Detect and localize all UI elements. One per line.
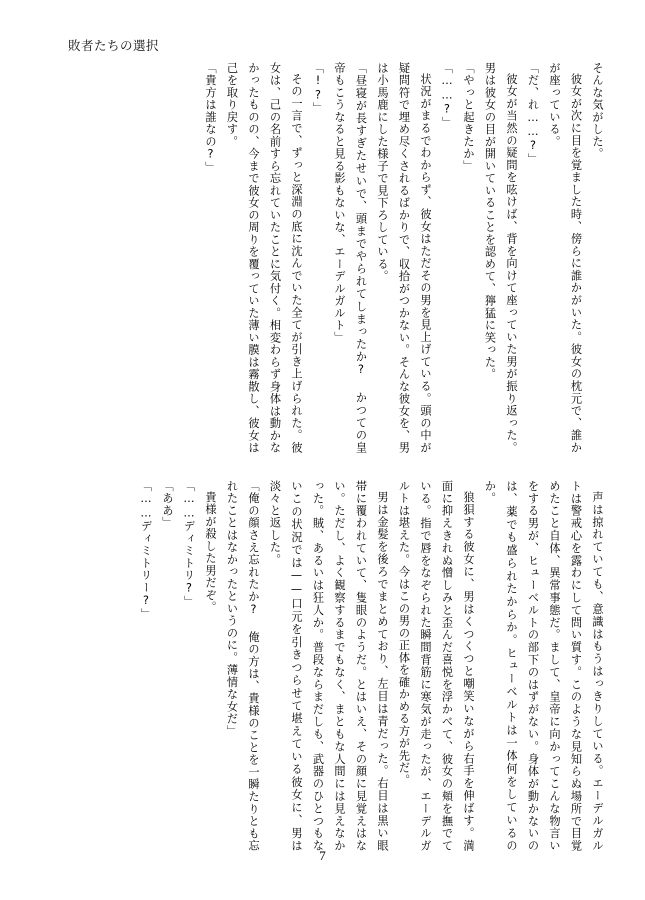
paragraph: 声は掠れていても、意識はもうはっきりしている。エーデルガルトは警戒心を露わにして問い質す。このような見知らぬ場所で目覚めたこと自体、異常事態だ。まして、皇帝に向かってこんな物言いをする男が、ヒューベルトの部下のはずがない。身体が動かないのは、薬でも盛られたからか。ヒューベルトは一体何をしているのか。: [483, 480, 604, 852]
paragraph: 状況がまるでわからず、彼女はただその男を見上げている。頭の中が疑問符で埋め尽くされるばかりで、収拾がつかない。そんな彼女を、男は小馬鹿にした様子で見下ろしている。: [376, 62, 432, 454]
paragraph-dialogue: 「!?」: [311, 62, 325, 115]
page-number: 7: [319, 848, 326, 863]
text-block-bottom: [62, 480, 608, 852]
paragraph-dialogue: 「やっと起きたか」: [462, 62, 475, 173]
paragraph-dialogue: 「……ディミトリー?」: [139, 480, 153, 621]
paragraph-dialogue: 「ああ」: [161, 480, 174, 529]
paragraph: 狼狽する彼女に、男はくつくつと嘲笑いながら右手を伸ばす。満面に抑えきれぬ憎しみと歪んだ喜悦を浮かべて、彼女の頬を撫でている。指で唇をなぞられた瞬間背筋に寒気が走ったが、エーデルガルトは堪えた。今はこの男の正体を確かめる方が先だ。: [397, 480, 475, 852]
paragraph-dialogue: 「貴方は誰なの?」: [204, 62, 217, 175]
paragraph: 彼女が次に目を覚ました時、傍らに誰かがいた。彼女の枕元で、誰かが座っている。: [548, 62, 583, 454]
paragraph-dialogue: 「……ディミトリ?」: [182, 480, 196, 608]
paragraph: 貴様が殺した男だぞ。: [204, 491, 217, 614]
paragraph-dialogue: 「だ、れ……?」: [526, 62, 540, 166]
paragraph: その一言で、ずっと深淵の底に沈んでいた全てが引き上げられた。彼女は、己の名前すら忘れていたことに気付く。相変わらず身体は動かなかったものの、今まで彼女の周りを覆っていた薄い膜は霧散し、彼女は己を取り戻す。: [225, 62, 303, 454]
paragraph: 男は金髪を後ろでまとめており、左目は青だった。右目は黒い眼帯に覆われていて、隻眼のようだ。とはいえ、その顔に見覚えはない。ただし、よく観察するまでもなく、まともな人間には見えなかった。賊、あるいは狂人か。普段ならまだしも、武器のひとつもないこの状況では——口元を引きつらせて堪えている彼女に、男は淡々と返した。: [268, 480, 389, 852]
paragraph-dialogue: 「俺の顔さえ忘れたか? 俺の方は、貴様のことを一瞬たりとも忘れたことはなかったというのに。薄情な女だ」: [225, 480, 260, 852]
paragraph: 彼女が当然の疑問を呟けば、背を向けて座っていた男が振り返った。男は彼女の目が開いていることを認めて、獰猛に笑った。: [483, 62, 518, 454]
paragraph-dialogue: 「昼寝が長すぎたせいで、頭までやられてしまったか? かつての皇帝もこうなると見る影もないな、エーデルガルト」: [333, 62, 368, 454]
paragraph-dialogue: 「……?」: [440, 62, 454, 129]
running-header: 敗者たちの選択: [68, 38, 160, 53]
paragraph: そんな気がした。: [591, 62, 604, 160]
text-block-top: [62, 62, 608, 454]
